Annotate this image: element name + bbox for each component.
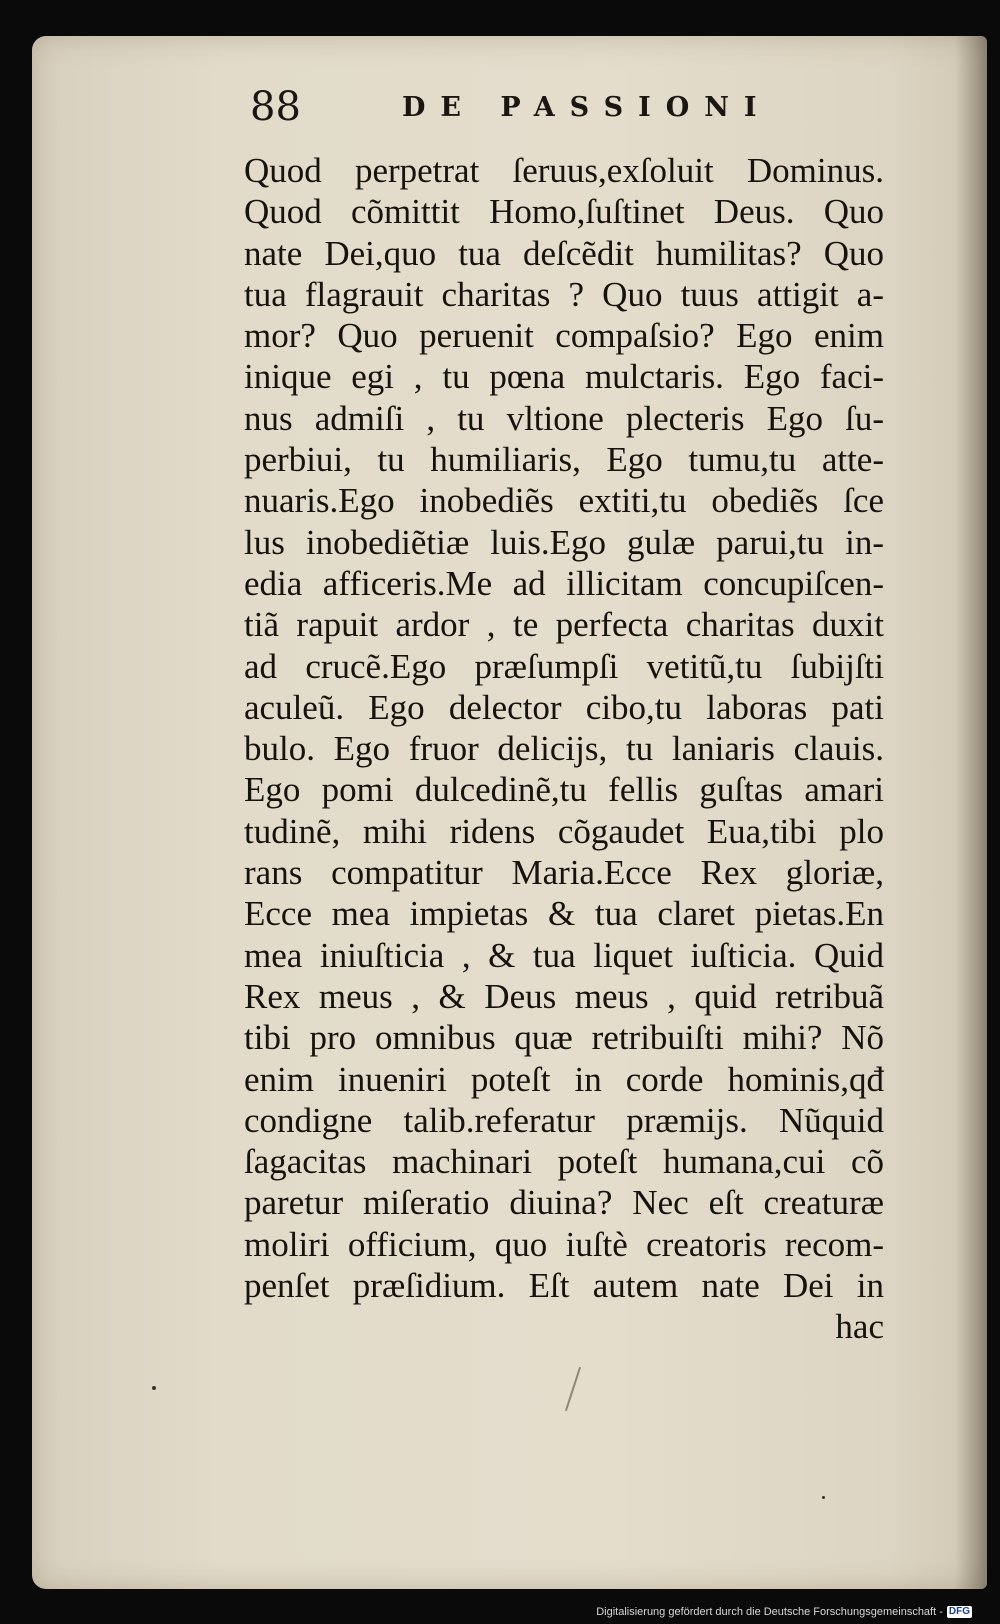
text-line: bulo. Ego fruor delicijs, tu laniaris clauis. (244, 729, 884, 769)
text-line: Quod perpetrat ſeruus,exſoluit Dominus. (244, 151, 884, 190)
text-line: Quod cõmittit Homo,ſuſtinet Deus. Quo (244, 192, 884, 232)
text-line: mor? Quo peruenit compaſsio? Ego enim (244, 316, 884, 356)
text-line: moliri officium, quo iuſtè creatoris recom- (244, 1224, 884, 1264)
text-line: tudinẽ, mihi ridens cõgaudet Eua,tibi plo (244, 811, 884, 851)
text-line: lus inobediẽtiæ luis.Ego gulæ parui,tu in- (244, 522, 884, 562)
dfg-logo: DFG (948, 1606, 970, 1617)
page-gutter-shadow (955, 36, 987, 1589)
text-line: nate Dei,quo tua deſcẽdit humilitas? Quo (244, 233, 884, 273)
funding-credit: Digitalisierung gefördert durch die Deutsche Forschungsgemeinschaft - (596, 1606, 943, 1618)
text-line: enim inueniri poteſt in corde hominis,qđ (244, 1059, 884, 1099)
text-line: inique egi , tu pœna mulctaris. Ego faci- (244, 357, 884, 397)
page-number: 88 (250, 84, 301, 130)
running-head: DE PASSIONI (402, 92, 772, 123)
text-line: paretur miſeratio diuina? Nec eſt creaturæ (244, 1183, 884, 1223)
text-line: condigne talib.referatur præmijs. Nũquid (244, 1100, 884, 1140)
text-line: tua flagrauit charitas ? Quo tuus attigit a- (244, 274, 884, 314)
text-line: ſagacitas machinari poteſt humana,cui cõ (244, 1142, 884, 1182)
text-line: Ecce mea impietas & tua claret pietas.En (244, 894, 884, 934)
text-line: perbiui, tu humiliaris, Ego tumu,tu atte- (244, 440, 884, 480)
text-line: rans compatitur Maria.Ecce Rex gloriæ, (244, 853, 884, 893)
text-line: Ego pomi dulcedinẽ,tu fellis guſtas amari (244, 770, 884, 810)
text-line: edia afficeris.Me ad illicitam concupiſcen- (244, 563, 884, 603)
text-line: nuaris.Ego inobediẽs extiti,tu obediẽs ſce (244, 481, 884, 521)
body-text (244, 150, 884, 1348)
text-line: mea iniuſticia , & tua liquet iuſticia. Quid (244, 935, 884, 975)
paper-speck (822, 1496, 825, 1499)
text-line: aculeũ. Ego delector cibo,tu laboras pati (244, 687, 884, 727)
paper-speck (152, 1386, 156, 1390)
text-line: nus admiſi , tu vltione plecteris Ego ſu- (244, 398, 884, 438)
digitization-footer (596, 1604, 972, 1620)
text-line: Rex meus , & Deus meus , quid retribuã (244, 976, 884, 1016)
catchword: hac (835, 1307, 884, 1347)
page-header (250, 82, 810, 132)
text-line: ad crucẽ.Ego præſumpſi vetitũ,tu ſubijſti (244, 646, 884, 686)
text-line: tibi pro omnibus quæ retribuiſti mihi? Nõ (244, 1018, 884, 1058)
text-line: penſet præſidium. Eſt autem nate Dei in (244, 1266, 884, 1306)
text-line: tiã rapuit ardor , te perfecta charitas duxit (244, 605, 884, 645)
